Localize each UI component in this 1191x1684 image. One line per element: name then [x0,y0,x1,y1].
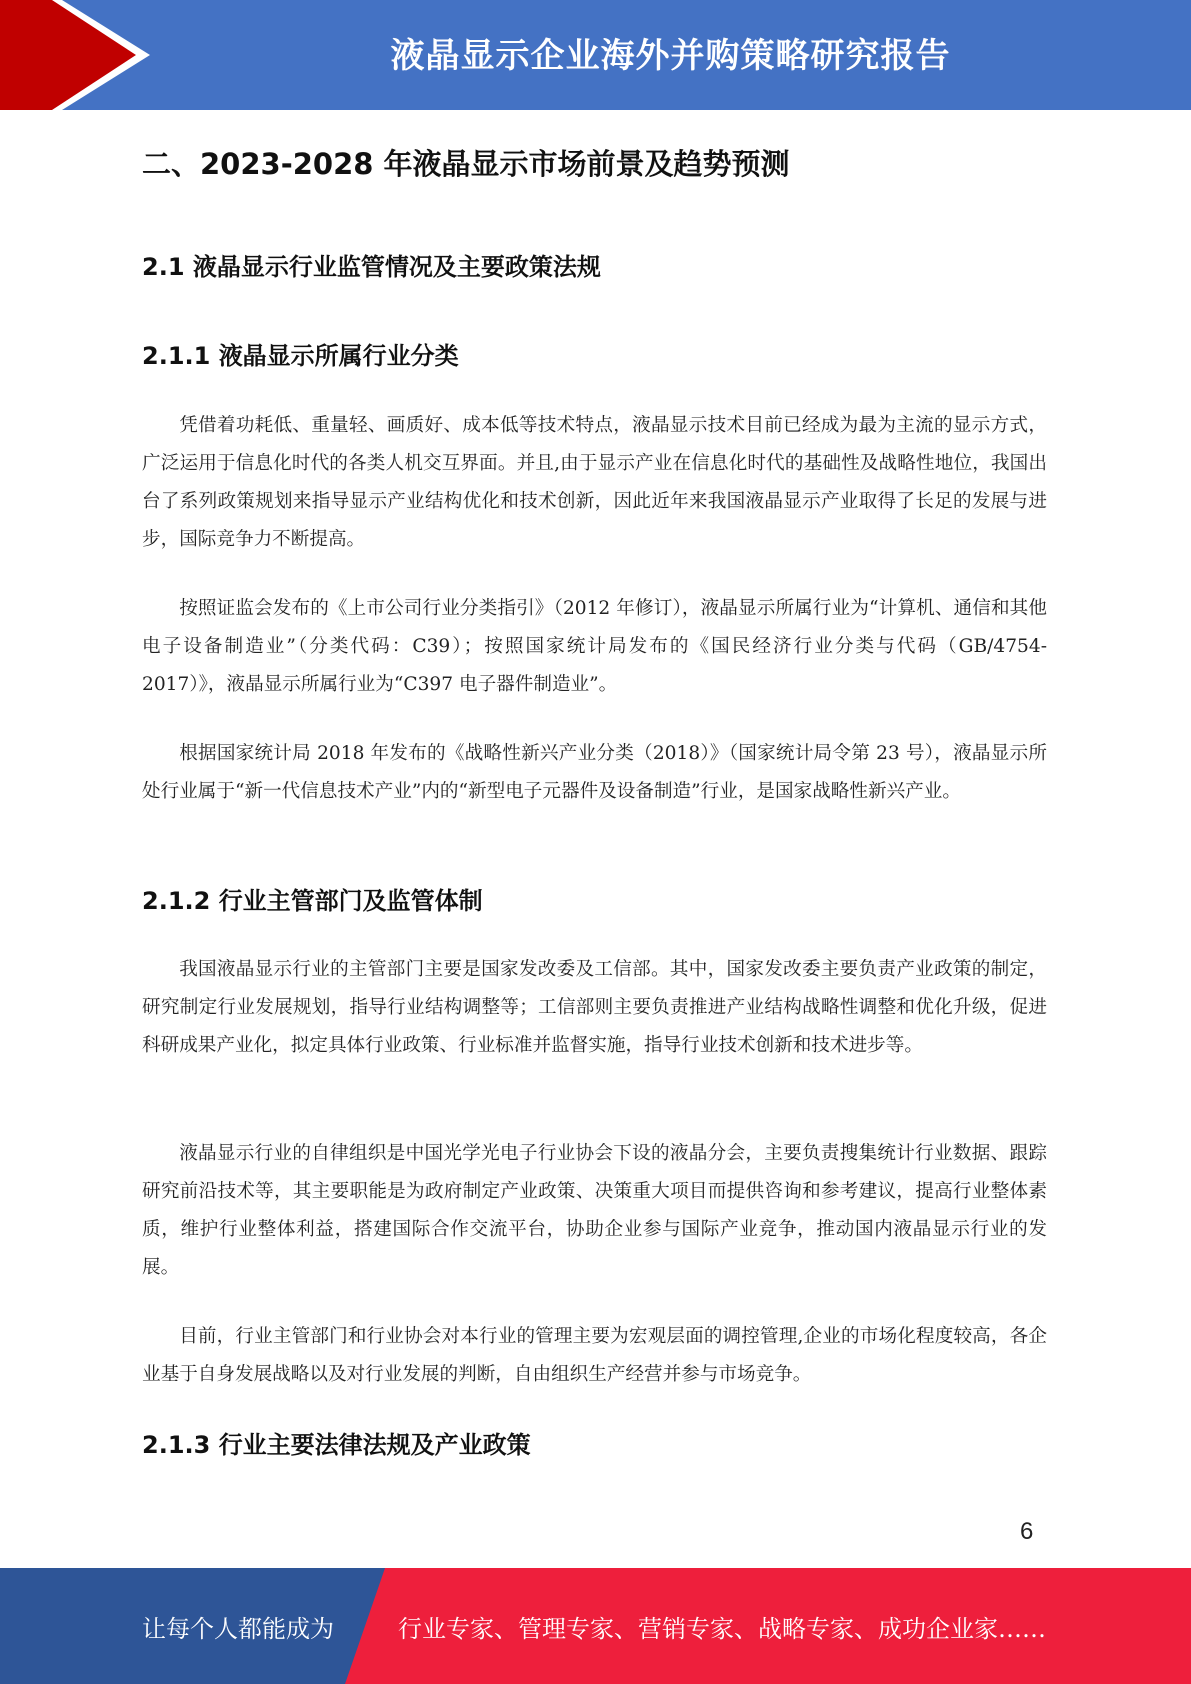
report-title: 液晶显示企业海外并购策略研究报告 [390,35,951,76]
section-heading-2-1: 2.1 液晶显示行业监管情况及主要政策法规 [142,253,601,281]
paragraph-4: 我国液晶显示行业的主管部门主要是国家发改委及工信部。其中，国家发改委主要负责产业政策的制定，研究制定行业发展规划，指导行业结构调整等；工信部则主要负责推进产业结构战略性调整和优化升级，促进科研成果产业化，拟定具体行业政策、行业标准并监督实施，指导行业技术创新和技术进步等。 [142,959,1047,1056]
paragraph-2: 按照证监会发布的《上市公司行业分类指引》（2012 年修订），液晶显示所属行业为“计算机、通信和其他电子设备制造业”（分类代码：C39）；按照国家统计局发布的《国民经济行业分类与代码（GB/4754-2017）》，液晶显示所属行业为“C397 电子器件制造业”。 [142,598,1047,695]
footer-band [0,1568,1191,1684]
footer-slogan-left: 让每个人都能成为 [142,1614,334,1643]
paragraph-6: 目前，行业主管部门和行业协会对本行业的管理主要为宏观层面的调控管理,企业的市场化程度较高，各企业基于自身发展战略以及对行业发展的判断，自由组织生产经营并参与市场竞争。 [142,1326,1047,1385]
header-arrow-icon [0,0,160,110]
paragraph-1: 凭借着功耗低、重量轻、画质好、成本低等技术特点，液晶显示技术目前已经成为最为主流的显示方式，广泛运用于信息化时代的各类人机交互界面。并且,由于显示产业在信息化时代的基础性及战略性地位，我国出台了系列政策规划来指导显示产业结构优化和技术创新，因此近年来我国液晶显示产业取得了长足的发展与进步，国际竞争力不断提高。 [142,415,1047,550]
section-heading-2-1-3: 2.1.3 行业主要法律法规及产业政策 [142,1431,531,1459]
section-heading-2-1-2: 2.1.2 行业主管部门及监管体制 [142,887,483,915]
section-heading-2-1-1: 2.1.1 液晶显示所属行业分类 [142,342,459,370]
footer-slogan-right: 行业专家、管理专家、营销专家、战略专家、成功企业家…… [398,1614,1046,1643]
header-band [0,0,1191,110]
paragraph-3: 根据国家统计局 2018 年发布的《战略性新兴产业分类（2018）》（国家统计局令第 23 号），液晶显示所处行业属于“新一代信息技术产业”内的“新型电子元器件及设备制造”行业，是国家战略性新兴产业。 [142,743,1047,802]
paragraph-5: 液晶显示行业的自律组织是中国光学光电子行业协会下设的液晶分会，主要负责搜集统计行业数据、跟踪研究前沿技术等，其主要职能是为政府制定产业政策、决策重大项目而提供咨询和参考建议，提高行业整体素质，维护行业整体利益，搭建国际合作交流平台，协助企业参与国际产业竞争，推动国内液晶显示行业的发展。 [142,1143,1047,1278]
chapter-heading: 二、2023-2028 年液晶显示市场前景及趋势预测 [142,147,790,181]
page-number: 6 [1020,1518,1034,1545]
